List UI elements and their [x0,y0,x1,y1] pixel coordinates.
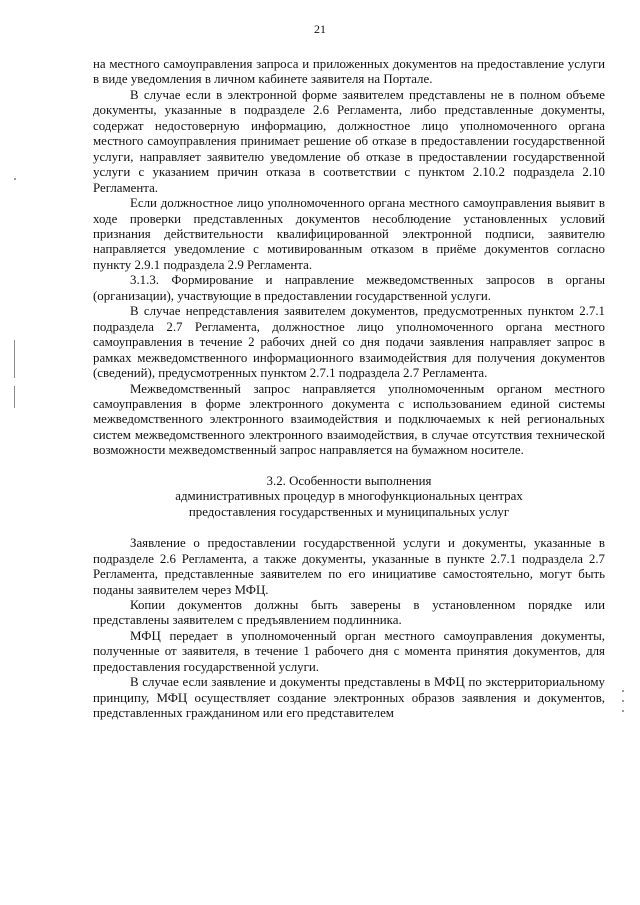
paragraph: Если должностное лицо уполномоченного органа местного самоуправления выявит в ходе проверки представленных документов несоблюдение установленных условий признания действительности квалифицированной электронной подписи, заявителю направляется уведомление с мотивированным отказом в приёме документов согласно пункту 2.9.1 подраздела 2.9 Регламента. [93,196,605,272]
paragraph: В случае непредставления заявителем документов, предусмотренных пунктом 2.7.1 подраздела 2.7 Регламента, должностное лицо уполномоченного органа местного самоуправления в течение 2 рабочих дней со дня подачи заявления направляет запрос в рамках межведомственного информационного взаимодействия для получения документов (сведений), предусмотренных пунктом 2.7.1 подраздела 2.7 Регламента. [93,304,605,381]
section-heading [93,474,605,520]
section-heading-line: 3.2. Особенности выполнения [266,473,432,488]
scan-dot [14,178,16,180]
paragraph: В случае если заявление и документы представлены в МФЦ по экстерриториальному принципу, МФЦ осуществляет создание электронных образов заявления и документов, представленных гражданином или его представителем [93,675,605,721]
section-heading-line: административных процедур в многофункциональных центрах [175,489,523,504]
paragraph: Межведомственный запрос направляется уполномоченным органом местного самоуправления в форме электронного документа с использованием единой системы межведомственного электронного взаимодействия и подключаемых к ней региональных систем межведомственного электронного взаимодействия, в случае отсутствия технической возможности межведомственный запрос направляется на бумажном носителе. [93,381,605,458]
paragraph: Заявление о предоставлении государственной услуги и документы, указанные в подразделе 2.6 Регламента, а также документы, указанные в пункте 2.7.1 подраздела 2.7 Регламента, представленные заявителем по его инициативе самостоятельно, могут быть поданы заявителем через МФЦ. [93,536,605,597]
scan-dot [622,710,624,712]
paragraph: В случае если в электронной форме заявителем представлены не в полном объеме документы, указанные в подразделе 2.6 Регламента, либо представленные документы, содержат недостоверную информацию, должностное лицо уполномоченного органа местного самоуправления принимает решение об отказе в предоставлении государственной услуги, направляет заявителю уведомление об отказе в предоставлении государственной услуги с указанием причин отказа в соответствии с пунктом 2.10.2 подраздела 2.10 Регламента. [93,87,605,195]
paragraph: Копии документов должны быть заверены в установленном порядке или представлены заявителем с предъявлением подлинника. [93,597,605,628]
page-number: 21 [314,22,326,36]
section-heading-line: предоставления государственных и муниципальных услуг [188,504,510,519]
paragraph: МФЦ передает в уполномоченный орган местного самоуправления документы, полученные от заявителя, в течение 1 рабочего дня с момента принятия документов, для предоставления государственной услуги. [93,628,605,674]
paragraph: на местного самоуправления запроса и приложенных документов на предоставление услуги в виде уведомления в личном кабинете заявителя на Портале. [93,57,605,87]
scan-dot [622,690,624,692]
paragraph: 3.1.3. Формирование и направление межведомственных запросов в органы (организации), участвующие в предоставлении государственной услуги. [93,273,605,303]
left-margin-mark [14,386,15,408]
document-body [93,57,605,722]
scan-dot [622,700,624,702]
left-margin-mark [14,340,15,378]
